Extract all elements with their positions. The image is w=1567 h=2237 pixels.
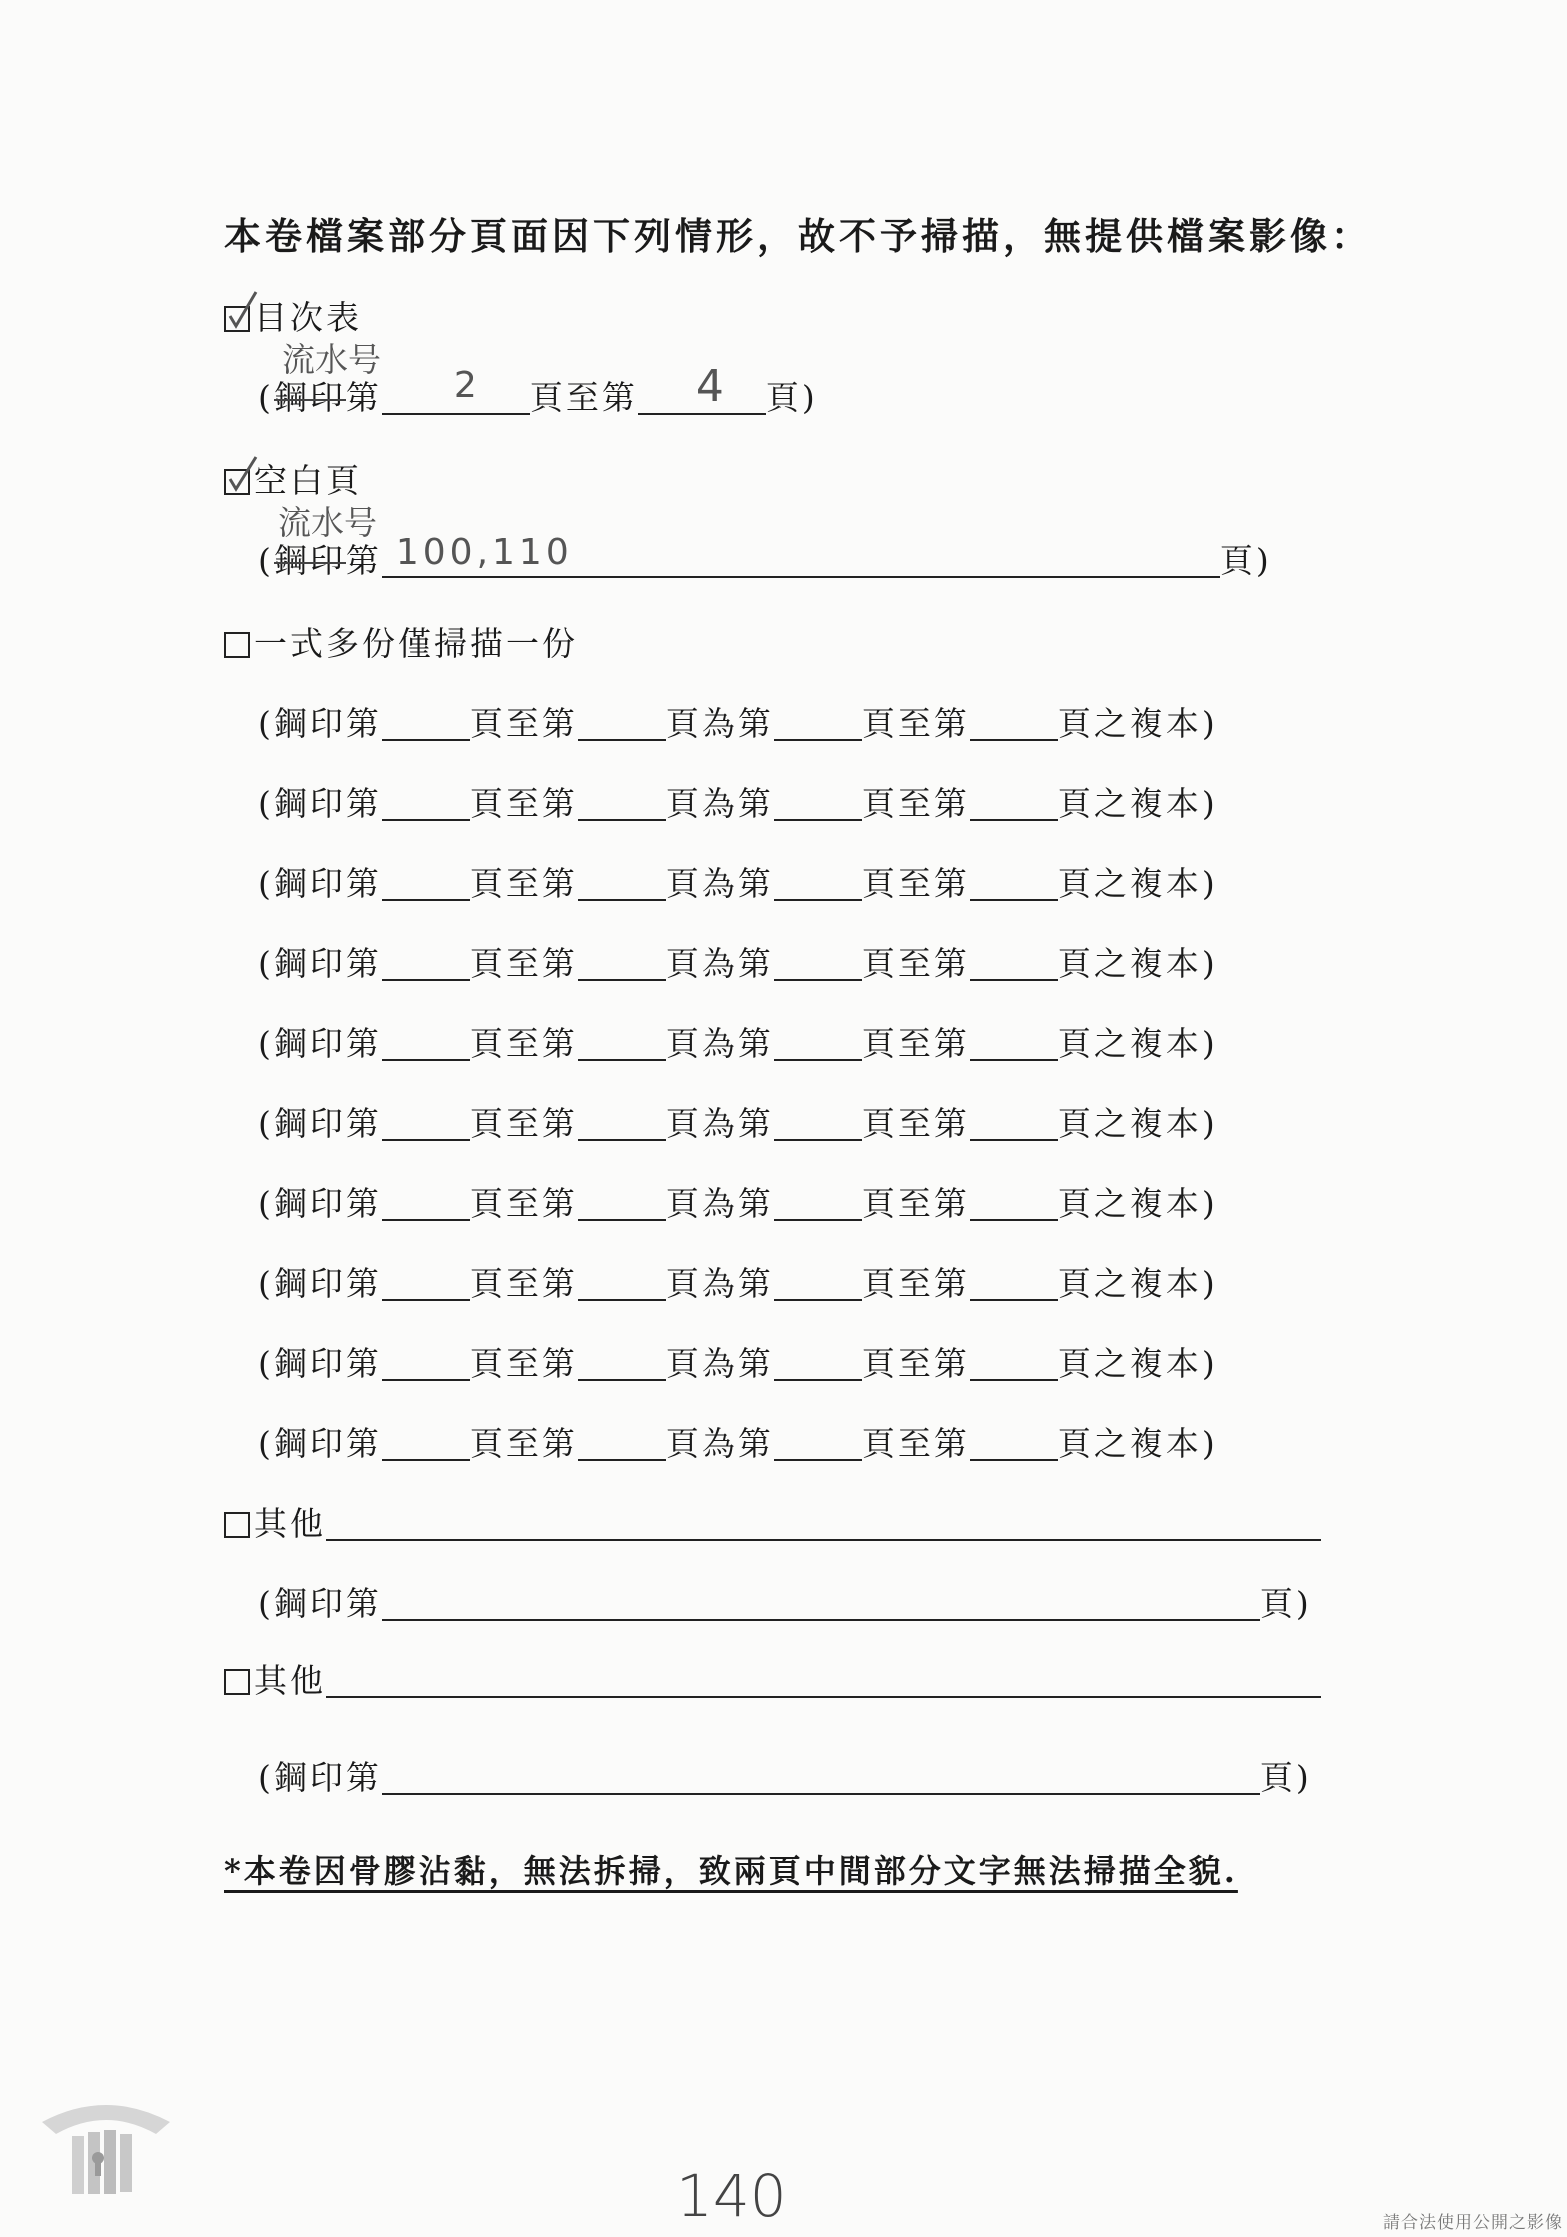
other1-page-field[interactable] [382, 1585, 1260, 1621]
copy-row-field[interactable] [970, 1185, 1058, 1221]
blank-pages-checkbox[interactable] [224, 469, 250, 495]
copy-row-text: 頁為第 [665, 1264, 774, 1303]
multi-copy-label: 一式多份僅掃描一份 [254, 624, 578, 663]
toc-to-field[interactable] [638, 361, 766, 415]
toc-handwritten-note: 流水号 [282, 340, 381, 379]
copy-row-text: 頁至第 [861, 704, 970, 743]
copy-row-field[interactable] [774, 1345, 862, 1381]
copy-row-field[interactable] [774, 865, 862, 901]
copy-row-field[interactable] [578, 1265, 666, 1301]
toc-label: 目次表 [254, 298, 362, 337]
copy-row-field[interactable] [382, 1105, 470, 1141]
copy-row-text: 頁至第 [861, 784, 970, 823]
copy-row-field[interactable] [774, 1185, 862, 1221]
copy-row [258, 698, 1218, 745]
copy-row-field[interactable] [382, 705, 470, 741]
blank-pages-label: 空白頁 [254, 461, 362, 500]
copy-row-text: (鋼印第 [258, 944, 382, 983]
other1-item [224, 1498, 1321, 1545]
copy-row-text: 頁至第 [469, 944, 578, 983]
copy-row-text: 頁之複本) [1057, 784, 1218, 823]
copy-row-field[interactable] [382, 1425, 470, 1461]
copy-row-text: (鋼印第 [258, 1024, 382, 1063]
copy-row-text: 頁至第 [861, 1264, 970, 1303]
copy-row-text: 頁之複本) [1057, 1104, 1218, 1143]
copy-row [258, 1338, 1218, 1385]
copy-row-text: 頁至第 [469, 1024, 578, 1063]
copy-row-field[interactable] [382, 1025, 470, 1061]
copy-row-text: (鋼印第 [258, 1104, 382, 1143]
copy-row-text: 頁之複本) [1057, 704, 1218, 743]
copy-row-text: 頁為第 [665, 1024, 774, 1063]
copy-row-field[interactable] [774, 785, 862, 821]
copy-row-field[interactable] [774, 705, 862, 741]
toc-from-value: 2 [453, 365, 480, 406]
other1-checkbox[interactable] [224, 1512, 250, 1538]
copy-row [258, 1178, 1218, 1225]
copy-row-text: 頁之複本) [1057, 1264, 1218, 1303]
copy-row-text: 頁為第 [665, 1344, 774, 1383]
copy-row-field[interactable] [578, 1185, 666, 1221]
copy-row-field[interactable] [970, 1025, 1058, 1061]
copy-row-field[interactable] [578, 785, 666, 821]
copy-row-text: (鋼印第 [258, 1424, 382, 1463]
document-title: 本卷檔案部分頁面因下列情形，故不予掃描，無提供檔案影像： [224, 214, 1372, 258]
other1-range: (鋼印第 頁) [258, 1584, 1312, 1623]
copy-row [258, 938, 1218, 985]
copy-row-text: 頁至第 [469, 1264, 578, 1303]
toc-from-field[interactable] [382, 365, 530, 415]
other2-checkbox[interactable] [224, 1669, 250, 1695]
copy-row-text: 頁至第 [861, 1424, 970, 1463]
blank-pages-range: (鋼印第 100,110 頁) [258, 532, 1272, 580]
copy-row-field[interactable] [970, 945, 1058, 981]
copy-row [258, 1018, 1218, 1065]
copy-row-text: 頁為第 [665, 704, 774, 743]
copy-row-field[interactable] [382, 945, 470, 981]
copy-row-text: 頁之複本) [1057, 1424, 1218, 1463]
toc-item [224, 292, 362, 339]
copy-row-field[interactable] [970, 1345, 1058, 1381]
copy-row [258, 858, 1218, 905]
copy-row-field[interactable] [970, 1265, 1058, 1301]
blank-pages-field[interactable] [382, 532, 1220, 578]
copy-row-text: 頁之複本) [1057, 1024, 1218, 1063]
copy-row-field[interactable] [578, 1025, 666, 1061]
copy-row-text: 頁為第 [665, 944, 774, 983]
copy-row-text: 頁為第 [665, 1184, 774, 1223]
copy-row-text: 頁至第 [469, 784, 578, 823]
copy-row-text: 頁為第 [665, 784, 774, 823]
other2-page-field[interactable] [382, 1759, 1260, 1795]
copy-row-field[interactable] [970, 865, 1058, 901]
copy-row-text: 頁至第 [861, 864, 970, 903]
multi-copy-item [224, 618, 578, 665]
copy-row-text: 頁至第 [469, 1424, 578, 1463]
copy-row-text: (鋼印第 [258, 784, 382, 823]
copy-row [258, 778, 1218, 825]
copy-row-field[interactable] [578, 865, 666, 901]
copy-row-field[interactable] [578, 1425, 666, 1461]
copy-row-field[interactable] [578, 705, 666, 741]
watermark: 請合法使用公開之影像 [1383, 2213, 1563, 2233]
copy-row-text: (鋼印第 [258, 1184, 382, 1223]
copy-row-text: 頁至第 [469, 1184, 578, 1223]
copy-row-field[interactable] [774, 1425, 862, 1461]
copy-row [258, 1098, 1218, 1145]
copy-row-field[interactable] [578, 1105, 666, 1141]
copy-row-text: (鋼印第 [258, 1344, 382, 1383]
copy-row-text: (鋼印第 [258, 704, 382, 743]
blank-pages-struck-text: 鋼印 [273, 541, 346, 580]
other1-label: 其他 [254, 1504, 326, 1543]
toc-page-range: (鋼印第 2 頁至第 4 頁) [258, 361, 818, 417]
copy-row-text: 頁之複本) [1057, 1184, 1218, 1223]
other2-item [224, 1655, 1321, 1702]
other2-field[interactable] [326, 1662, 1321, 1698]
copy-row-text: 頁至第 [861, 1024, 970, 1063]
copy-row-field[interactable] [578, 1345, 666, 1381]
copy-row-text: 頁之複本) [1057, 864, 1218, 903]
copy-row [258, 1258, 1218, 1305]
copy-row-field[interactable] [774, 1265, 862, 1301]
copy-row-text: 頁為第 [665, 1104, 774, 1143]
copy-row-field[interactable] [382, 785, 470, 821]
other1-field[interactable] [326, 1505, 1321, 1541]
blank-pages-handwritten-note: 流水号 [278, 503, 377, 542]
copy-row-text: 頁至第 [469, 704, 578, 743]
copy-row-field[interactable] [970, 1105, 1058, 1141]
toc-struck-text: 鋼印 [273, 378, 346, 417]
copy-row-field[interactable] [970, 785, 1058, 821]
other2-label: 其他 [254, 1661, 326, 1700]
toc-checkbox[interactable] [224, 306, 250, 332]
copy-row-field[interactable] [774, 1025, 862, 1061]
checkmark-icon [228, 292, 262, 332]
copy-row-field[interactable] [578, 945, 666, 981]
copy-row-text: 頁至第 [861, 1104, 970, 1143]
toc-to-value: 4 [695, 361, 727, 412]
page-number: 140 [676, 2162, 787, 2230]
checkmark-icon [228, 457, 262, 497]
copy-row-text: (鋼印第 [258, 1264, 382, 1303]
blank-pages-value: 100,110 [395, 532, 573, 573]
copy-row-field[interactable] [774, 1105, 862, 1141]
footnote: *本卷因骨膠沾黏，無法拆掃，致兩頁中間部分文字無法掃描全貌. [224, 1852, 1238, 1890]
copy-row-text: 頁之複本) [1057, 944, 1218, 983]
copy-row-field[interactable] [382, 1345, 470, 1381]
copy-row-text: 頁之複本) [1057, 1344, 1218, 1383]
copy-row-text: (鋼印第 [258, 864, 382, 903]
copy-row-text: 頁至第 [861, 944, 970, 983]
blank-pages-item [224, 455, 362, 502]
other2-range: (鋼印第 頁) [258, 1758, 1312, 1797]
copy-row-text: 頁至第 [469, 1344, 578, 1383]
copy-row [258, 1418, 1218, 1465]
copy-row-field[interactable] [970, 705, 1058, 741]
copy-row-field[interactable] [382, 1185, 470, 1221]
archive-logo-icon [36, 2094, 176, 2204]
copy-row-field[interactable] [382, 1265, 470, 1301]
copy-row-field[interactable] [970, 1425, 1058, 1461]
copy-row-field[interactable] [774, 945, 862, 981]
copy-row-text: 頁至第 [469, 864, 578, 903]
copy-row-text: 頁為第 [665, 864, 774, 903]
copy-row-text: 頁至第 [861, 1344, 970, 1383]
multi-copy-checkbox[interactable] [224, 632, 250, 658]
copy-row-text: 頁至第 [469, 1104, 578, 1143]
copy-row-text: 頁至第 [861, 1184, 970, 1223]
copy-row-text: 頁為第 [665, 1424, 774, 1463]
copy-row-field[interactable] [382, 865, 470, 901]
